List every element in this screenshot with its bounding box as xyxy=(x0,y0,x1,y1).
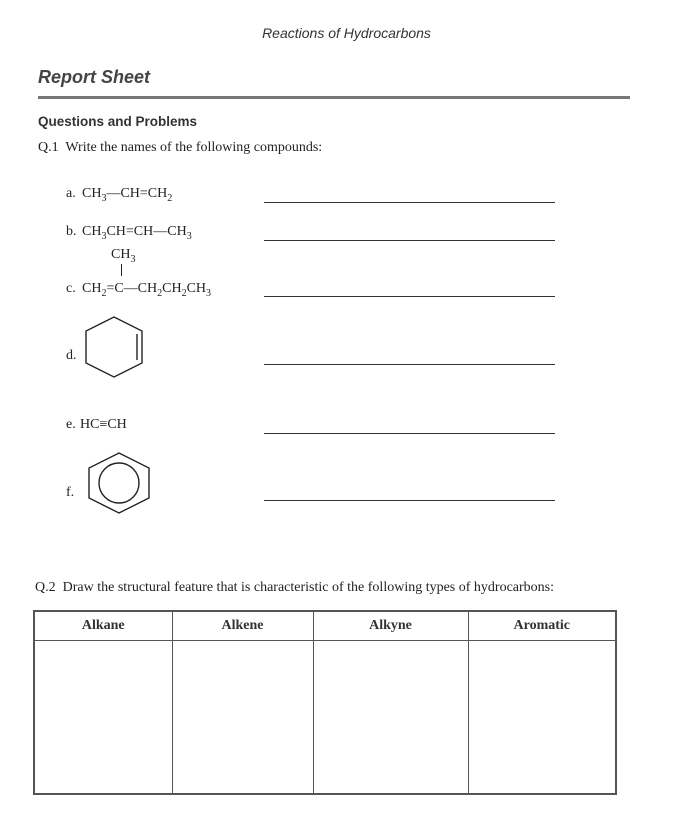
alkane-drawing-cell[interactable] xyxy=(34,641,172,795)
item-e-formula: HC≡CH xyxy=(80,417,127,432)
benzene-aromatic-circle xyxy=(99,463,139,503)
item-b-label: b. xyxy=(66,224,77,239)
q1-heading xyxy=(38,140,322,156)
q1-number: Q.1 xyxy=(38,140,59,155)
item-c-answer-line[interactable] xyxy=(264,296,555,297)
item-c-label: c. xyxy=(66,281,76,296)
item-d-label: d. xyxy=(66,348,77,363)
item-c-branch-bond xyxy=(121,264,122,276)
cyclohexene-structure xyxy=(80,313,152,379)
item-a-answer-line[interactable] xyxy=(264,202,555,203)
item-c-formula: $CH_2=C—CH_2CH_2CH_3$ xyxy=(82,281,212,299)
cyclohexene-ring xyxy=(86,317,142,377)
alkene-drawing-cell[interactable] xyxy=(172,641,313,795)
item-c-branch: $CH_3$ xyxy=(111,247,136,265)
column-header-alkyne: Alkyne xyxy=(313,611,468,641)
item-e-label: e. xyxy=(66,417,76,432)
q2-prompt: Draw the structural feature that is characteristic of the following types of hydrocarbons: xyxy=(62,580,555,595)
benzene-ring xyxy=(89,453,149,513)
alkyne-drawing-cell[interactable] xyxy=(313,641,468,795)
page-header-title: Reactions of Hydrocarbons xyxy=(262,25,431,41)
hydrocarbon-table xyxy=(33,610,617,795)
section-title: Questions and Problems xyxy=(38,114,198,129)
column-header-alkene: Alkene xyxy=(172,611,313,641)
item-d-answer-line[interactable] xyxy=(264,364,555,365)
aromatic-drawing-cell[interactable] xyxy=(468,641,616,795)
item-f-answer-line[interactable] xyxy=(264,500,555,501)
q1-prompt: Write the names of the following compounds: xyxy=(65,140,323,155)
item-e-answer-line[interactable] xyxy=(264,433,555,434)
report-sheet-title: Report Sheet xyxy=(38,67,151,87)
item-a-formula: $CH_3—CH=CH_2$ xyxy=(82,186,173,204)
benzene-structure xyxy=(82,450,156,516)
table-header-row xyxy=(34,611,616,641)
title-divider xyxy=(38,96,630,99)
column-header-alkane: Alkane xyxy=(34,611,172,641)
item-b-formula: $CH_3CH=CH—CH_3$ xyxy=(82,224,192,242)
q2-number: Q.2 xyxy=(35,580,56,595)
item-b-answer-line[interactable] xyxy=(264,240,555,241)
table-row xyxy=(34,641,616,795)
item-a-label: a. xyxy=(66,186,76,201)
column-header-aromatic: Aromatic xyxy=(468,611,616,641)
item-f-label: f. xyxy=(66,485,75,500)
q2-heading xyxy=(35,580,554,596)
